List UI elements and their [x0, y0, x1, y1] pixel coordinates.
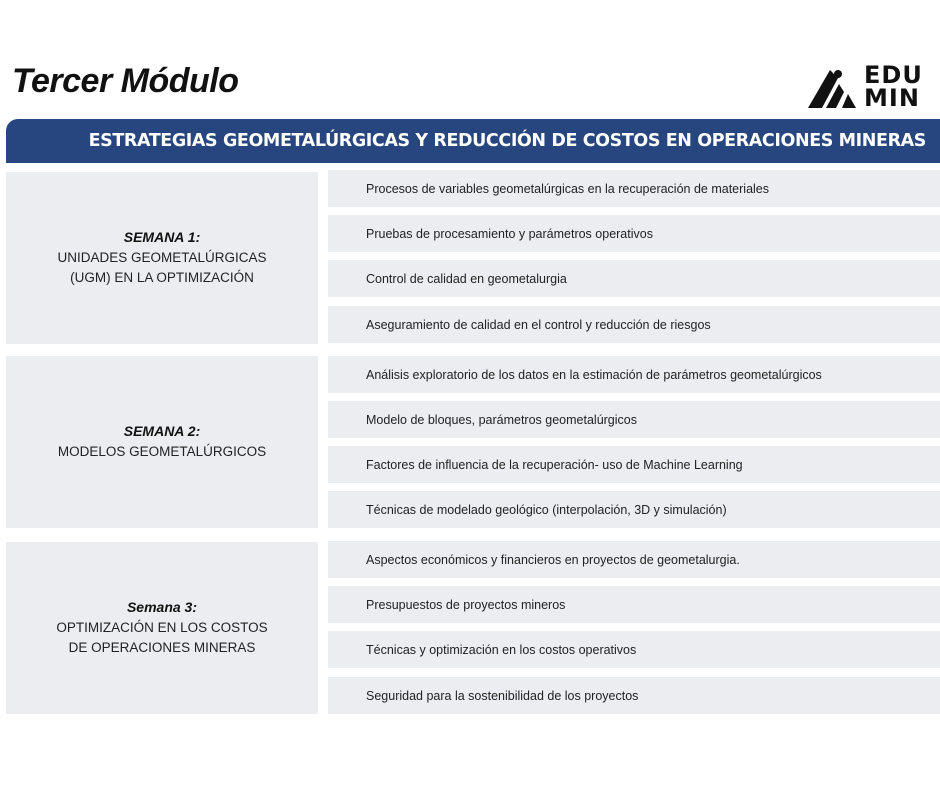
banner-title: ESTRATEGIAS GEOMETALÚRGICAS Y REDUCCIÓN DE COSTOS EN OPERACIONES MINERAS	[88, 131, 926, 151]
topic-row	[328, 586, 940, 623]
edumin-logo	[808, 61, 928, 112]
topic-row	[328, 541, 940, 578]
week-label: SEMANA 2:	[123, 422, 201, 439]
topic-text: Técnicas y optimización en los costos operativos	[366, 642, 637, 657]
week-label: SEMANA 1:	[123, 228, 201, 245]
topic-row	[328, 215, 940, 252]
topic-text: Aspectos económicos y financieros en proyectos de geometalurgia.	[366, 552, 740, 567]
topic-row	[328, 631, 940, 668]
week-desc-line-2: DE OPERACIONES MINERAS	[68, 639, 256, 655]
week-desc-line-1: OPTIMIZACIÓN EN LOS COSTOS	[56, 619, 268, 635]
topic-row	[328, 170, 940, 207]
week-3-panel	[6, 542, 318, 714]
topic-text: Modelo de bloques, parámetros geometalúrgicos	[366, 412, 637, 427]
topic-text: Análisis exploratorio de los datos en la estimación de parámetros geometalúrgicos	[366, 367, 822, 382]
topic-text: Pruebas de procesamiento y parámetros operativos	[366, 226, 653, 241]
week-2-panel	[6, 356, 318, 528]
topic-text: Técnicas de modelado geológico (interpolación, 3D y simulación)	[366, 502, 727, 517]
topic-text: Seguridad para la sostenibilidad de los proyectos	[366, 688, 639, 703]
week-1-panel	[6, 172, 318, 344]
topic-row	[328, 677, 940, 714]
week-desc-line-2: (UGM) EN LA OPTIMIZACIÓN	[70, 269, 254, 285]
logo-line-2: MIN	[864, 84, 920, 112]
topic-text: Factores de influencia de la recuperación- uso de Machine Learning	[366, 457, 743, 472]
topic-row	[328, 401, 940, 438]
topic-text: Presupuestos de proyectos mineros	[366, 597, 566, 612]
topic-row	[328, 356, 940, 393]
edumin-logo-icon	[808, 68, 858, 110]
week-desc-line-1: MODELOS GEOMETALÚRGICOS	[57, 443, 267, 459]
topic-text: Control de calidad en geometalurgia	[366, 271, 567, 286]
topic-row	[328, 306, 940, 343]
module-banner	[6, 119, 940, 163]
topic-text: Procesos de variables geometalúrgicas en la recuperación de materiales	[366, 181, 769, 196]
topic-row	[328, 260, 940, 297]
topic-row	[328, 446, 940, 483]
week-desc-line-1: UNIDADES GEOMETALÚRGICAS	[57, 249, 267, 265]
page-title: Tercer Módulo	[12, 62, 239, 100]
logo-line-1: EDU	[864, 61, 923, 89]
topic-text: Aseguramiento de calidad en el control y reducción de riesgos	[366, 317, 711, 332]
topic-row	[328, 491, 940, 528]
logo-wordmark	[864, 61, 923, 112]
week-label: Semana 3:	[126, 598, 198, 615]
